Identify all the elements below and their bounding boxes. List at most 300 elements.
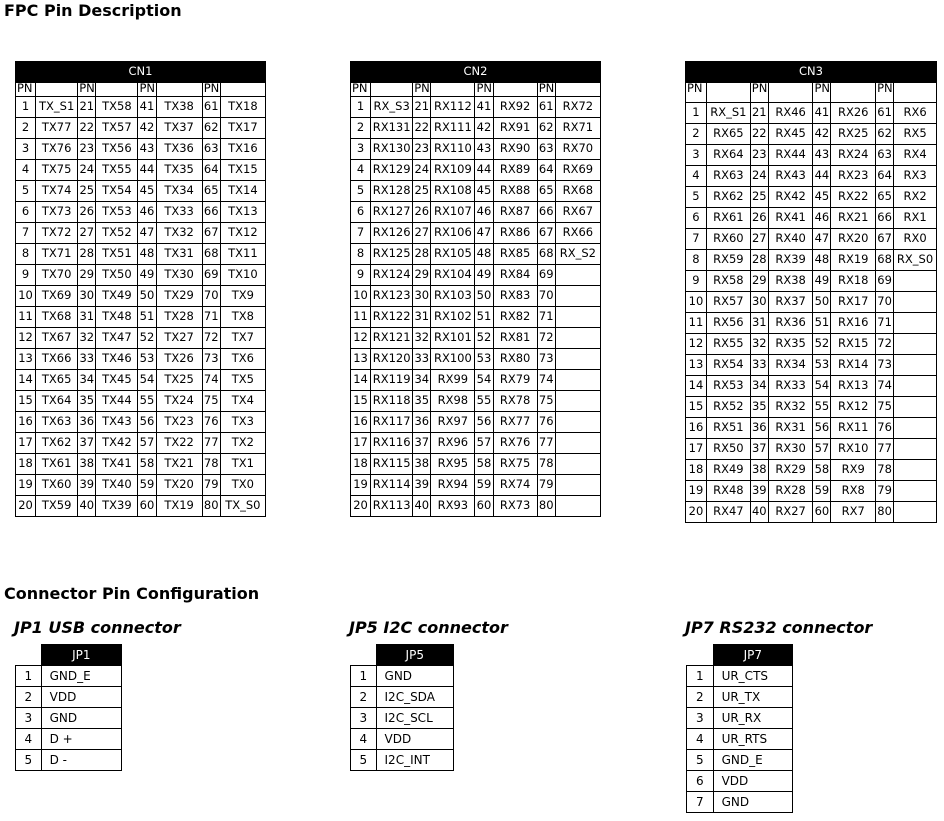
- table-row: [16, 749, 122, 770]
- pin-signal: RX11: [831, 418, 876, 439]
- pin-signal: TX55: [96, 160, 138, 181]
- pin-signal: RX128: [371, 181, 413, 202]
- pin-signal: RX96: [431, 433, 475, 454]
- pin-number: 20: [351, 496, 371, 517]
- pin-signal: TX13: [220, 202, 265, 223]
- pin-number: 62: [876, 124, 894, 145]
- pin-number: 78: [876, 460, 894, 481]
- pin-signal: RX126: [371, 223, 413, 244]
- pin-signal: [555, 475, 600, 496]
- pin-signal: RX94: [431, 475, 475, 496]
- pin-number: 4: [16, 160, 36, 181]
- pin-signal: TX48: [96, 307, 138, 328]
- pin-number: 67: [537, 223, 555, 244]
- table-row: [686, 397, 937, 418]
- pin-number: 16: [686, 418, 707, 439]
- cn1-table: [15, 61, 266, 517]
- pin-number: 44: [138, 160, 156, 181]
- pin-signal: RX10: [831, 439, 876, 460]
- pin-number: 63: [537, 139, 555, 160]
- pin-signal: [555, 412, 600, 433]
- pin-signal: TX50: [96, 265, 138, 286]
- table-row: [351, 370, 601, 391]
- table-row: [16, 265, 266, 286]
- pin-number: 2: [16, 118, 36, 139]
- pin-number: 43: [813, 145, 831, 166]
- pin-signal: RX81: [493, 328, 537, 349]
- table-row: [687, 770, 793, 791]
- pin-number: 64: [537, 160, 555, 181]
- pin-signal: TX9: [220, 286, 265, 307]
- pin-number: 8: [686, 250, 707, 271]
- table-row: [351, 496, 601, 517]
- pin-signal: RX5: [894, 124, 937, 145]
- pin-number: 33: [750, 355, 768, 376]
- pin-signal: TX49: [96, 286, 138, 307]
- pin-number: 62: [537, 118, 555, 139]
- pin-signal: RX22: [831, 187, 876, 208]
- pin-number: 58: [475, 454, 493, 475]
- pin-number: 2: [16, 686, 42, 707]
- pin-signal: TX3: [220, 412, 265, 433]
- pin-number: 14: [16, 370, 36, 391]
- pin-signal: RX121: [371, 328, 413, 349]
- table-row: [351, 265, 601, 286]
- pin-number: 49: [138, 265, 156, 286]
- pin-signal: TX44: [96, 391, 138, 412]
- pin-signal: [555, 391, 600, 412]
- pin-number: 69: [202, 265, 220, 286]
- pin-number: 32: [750, 334, 768, 355]
- pin-signal: RX105: [431, 244, 475, 265]
- pin-signal: RX63: [706, 166, 750, 187]
- pin-number: 17: [16, 433, 36, 454]
- table-row: [16, 97, 266, 118]
- pin-number: 67: [876, 229, 894, 250]
- jp5-title-blank: [351, 645, 377, 666]
- pin-signal: RX8: [831, 481, 876, 502]
- pin-number: 6: [686, 208, 707, 229]
- pin-signal: RX97: [431, 412, 475, 433]
- pin-number: 1: [687, 665, 714, 686]
- pin-number: 44: [813, 166, 831, 187]
- pin-signal: TX8: [220, 307, 265, 328]
- pin-number: 38: [413, 454, 431, 475]
- pin-number: 52: [475, 328, 493, 349]
- pin-number: 54: [475, 370, 493, 391]
- pin-number: 25: [78, 181, 96, 202]
- pin-signal: TX30: [156, 265, 202, 286]
- pin-number: 3: [686, 145, 707, 166]
- jp7-title-blank: [687, 645, 714, 666]
- pin-number: 63: [876, 145, 894, 166]
- pin-number: 2: [351, 118, 371, 139]
- pin-signal: RX52: [706, 397, 750, 418]
- jp5-heading: JP5 I2C connector: [349, 618, 508, 637]
- pin-number: 46: [813, 208, 831, 229]
- pin-signal: [894, 460, 937, 481]
- pin-signal: [555, 370, 600, 391]
- pin-number: 52: [813, 334, 831, 355]
- pin-number: 46: [475, 202, 493, 223]
- pin-signal: RX55: [706, 334, 750, 355]
- pin-signal: RX110: [431, 139, 475, 160]
- pin-signal: TX59: [36, 496, 78, 517]
- pin-signal: RX119: [371, 370, 413, 391]
- pin-signal: RX118: [371, 391, 413, 412]
- pin-number: 22: [413, 118, 431, 139]
- pin-signal: TX57: [96, 118, 138, 139]
- pin-number: 79: [876, 481, 894, 502]
- pin-signal: RX125: [371, 244, 413, 265]
- pin-signal: TX34: [156, 181, 202, 202]
- pin-number: 29: [750, 271, 768, 292]
- pin-number: 50: [475, 286, 493, 307]
- pin-number: 19: [16, 475, 36, 496]
- pin-signal: TX5: [220, 370, 265, 391]
- pin-number: 77: [202, 433, 220, 454]
- table-row: [686, 292, 937, 313]
- table-row: [351, 433, 601, 454]
- pin-signal: [555, 286, 600, 307]
- pin-signal: TX51: [96, 244, 138, 265]
- pin-signal: RX28: [768, 481, 813, 502]
- table-row: [686, 250, 937, 271]
- pn-header: PN: [876, 83, 894, 103]
- pin-signal: RX2: [894, 187, 937, 208]
- pin-number: 60: [138, 496, 156, 517]
- pin-signal: TX62: [36, 433, 78, 454]
- pin-number: 66: [537, 202, 555, 223]
- pin-signal: RX33: [768, 376, 813, 397]
- pin-number: 80: [202, 496, 220, 517]
- pin-signal: [894, 502, 937, 523]
- pin-number: 25: [750, 187, 768, 208]
- pin-number: 3: [16, 707, 42, 728]
- pin-number: 45: [138, 181, 156, 202]
- pin-signal: RX84: [493, 265, 537, 286]
- table-row: [351, 412, 601, 433]
- pin-signal: RX43: [768, 166, 813, 187]
- pin-signal: TX22: [156, 433, 202, 454]
- pin-number: 35: [750, 397, 768, 418]
- pin-signal: TX54: [96, 181, 138, 202]
- pin-signal: RX117: [371, 412, 413, 433]
- pin-number: 1: [351, 665, 377, 686]
- pin-number: 31: [750, 313, 768, 334]
- pin-number: 15: [351, 391, 371, 412]
- jp7-title: JP7: [713, 645, 792, 666]
- pin-signal: [894, 481, 937, 502]
- pin-signal: UR_CTS: [713, 665, 792, 686]
- pin-number: 33: [78, 349, 96, 370]
- pin-signal: RX19: [831, 250, 876, 271]
- pin-number: 72: [876, 334, 894, 355]
- pin-number: 59: [813, 481, 831, 502]
- pin-signal: RX20: [831, 229, 876, 250]
- table-row: [351, 307, 601, 328]
- pin-signal: TX63: [36, 412, 78, 433]
- pin-number: 40: [413, 496, 431, 517]
- pin-signal: RX98: [431, 391, 475, 412]
- pin-signal: RX79: [493, 370, 537, 391]
- table-row: [16, 202, 266, 223]
- pin-number: 10: [351, 286, 371, 307]
- pin-number: 26: [78, 202, 96, 223]
- pin-signal: RX116: [371, 433, 413, 454]
- table-row: [686, 145, 937, 166]
- pin-signal: TX20: [156, 475, 202, 496]
- pin-signal: RX50: [706, 439, 750, 460]
- pin-signal: RX18: [831, 271, 876, 292]
- pin-number: 57: [138, 433, 156, 454]
- pin-number: 18: [16, 454, 36, 475]
- pin-signal: RX78: [493, 391, 537, 412]
- pin-signal: RX0: [894, 229, 937, 250]
- pin-number: 34: [750, 376, 768, 397]
- pin-number: 23: [413, 139, 431, 160]
- pin-signal: RX_S3: [371, 97, 413, 118]
- pin-signal: [894, 439, 937, 460]
- table-row: [686, 313, 937, 334]
- pn-header: PN: [686, 83, 707, 103]
- table-row: [16, 349, 266, 370]
- pin-signal: TX52: [96, 223, 138, 244]
- pin-signal: TX16: [220, 139, 265, 160]
- pin-signal: TX14: [220, 181, 265, 202]
- pin-number: 58: [138, 454, 156, 475]
- pin-signal: RX111: [431, 118, 475, 139]
- pin-number: 80: [876, 502, 894, 523]
- table-row: [16, 391, 266, 412]
- pin-signal: RX77: [493, 412, 537, 433]
- pin-signal: RX107: [431, 202, 475, 223]
- pin-signal: TX42: [96, 433, 138, 454]
- pin-signal: TX53: [96, 202, 138, 223]
- pin-number: 47: [475, 223, 493, 244]
- pin-signal: RX51: [706, 418, 750, 439]
- pin-signal: RX74: [493, 475, 537, 496]
- pin-signal: RX49: [706, 460, 750, 481]
- table-row: [16, 728, 122, 749]
- pin-number: 39: [750, 481, 768, 502]
- pin-number: 79: [202, 475, 220, 496]
- table-row: [686, 103, 937, 124]
- pin-number: 12: [16, 328, 36, 349]
- pin-signal: RX14: [831, 355, 876, 376]
- pin-signal: TX0: [220, 475, 265, 496]
- pin-signal: TX46: [96, 349, 138, 370]
- pin-number: 69: [537, 265, 555, 286]
- pin-signal: UR_TX: [713, 686, 792, 707]
- pin-signal: RX45: [768, 124, 813, 145]
- cn2-title: CN2: [351, 62, 601, 83]
- pin-signal: TX10: [220, 265, 265, 286]
- pin-number: 19: [351, 475, 371, 496]
- pin-number: 27: [78, 223, 96, 244]
- pin-signal: RX1: [894, 208, 937, 229]
- pin-signal: RX93: [431, 496, 475, 517]
- signal-header: [768, 83, 813, 103]
- table-row: [686, 229, 937, 250]
- pin-signal: [894, 271, 937, 292]
- pin-number: 47: [138, 223, 156, 244]
- pin-number: 71: [202, 307, 220, 328]
- pin-number: 43: [475, 139, 493, 160]
- pin-signal: TX37: [156, 118, 202, 139]
- pin-signal: TX72: [36, 223, 78, 244]
- table-row: [686, 334, 937, 355]
- pin-number: 78: [537, 454, 555, 475]
- pin-signal: RX54: [706, 355, 750, 376]
- table-row: [16, 244, 266, 265]
- pin-number: 2: [351, 686, 377, 707]
- pin-number: 30: [750, 292, 768, 313]
- pin-number: 53: [475, 349, 493, 370]
- pin-number: 3: [687, 707, 714, 728]
- pin-number: 24: [750, 166, 768, 187]
- table-row: [16, 665, 122, 686]
- pin-number: 55: [138, 391, 156, 412]
- table-row: [16, 223, 266, 244]
- pin-signal: TX68: [36, 307, 78, 328]
- signal-header: [706, 83, 750, 103]
- pin-signal: RX37: [768, 292, 813, 313]
- pin-number: 8: [16, 244, 36, 265]
- pin-number: 2: [686, 124, 707, 145]
- pin-number: 24: [413, 160, 431, 181]
- pin-number: 11: [351, 307, 371, 328]
- pin-signal: RX123: [371, 286, 413, 307]
- pin-number: 6: [687, 770, 714, 791]
- pin-number: 4: [686, 166, 707, 187]
- pin-signal: RX_S1: [706, 103, 750, 124]
- pin-number: 5: [686, 187, 707, 208]
- pin-number: 40: [78, 496, 96, 517]
- pin-number: 65: [876, 187, 894, 208]
- pin-number: 68: [537, 244, 555, 265]
- pin-number: 70: [537, 286, 555, 307]
- pin-number: 61: [876, 103, 894, 124]
- pin-signal: TX60: [36, 475, 78, 496]
- pin-signal: RX39: [768, 250, 813, 271]
- pin-signal: RX_S0: [894, 250, 937, 271]
- pin-number: 17: [686, 439, 707, 460]
- pin-number: 77: [876, 439, 894, 460]
- pin-number: 22: [750, 124, 768, 145]
- pin-signal: [555, 328, 600, 349]
- pin-number: 69: [876, 271, 894, 292]
- pin-number: 29: [78, 265, 96, 286]
- pin-number: 20: [686, 502, 707, 523]
- pin-number: 57: [813, 439, 831, 460]
- pin-signal: RX115: [371, 454, 413, 475]
- pin-signal: TX12: [220, 223, 265, 244]
- pin-number: 6: [351, 202, 371, 223]
- pin-number: 18: [686, 460, 707, 481]
- pin-number: 28: [750, 250, 768, 271]
- pin-signal: GND_E: [41, 665, 121, 686]
- pin-signal: TX17: [220, 118, 265, 139]
- pin-signal: TX39: [96, 496, 138, 517]
- pin-number: 41: [813, 103, 831, 124]
- pin-number: 7: [687, 791, 714, 812]
- pin-number: 78: [202, 454, 220, 475]
- pin-signal: TX_S1: [36, 97, 78, 118]
- pin-signal: RX13: [831, 376, 876, 397]
- pin-signal: RX76: [493, 433, 537, 454]
- pin-signal: RX12: [831, 397, 876, 418]
- pn-header: PN: [203, 81, 220, 95]
- pin-number: 36: [413, 412, 431, 433]
- pin-number: 55: [475, 391, 493, 412]
- pin-number: 47: [813, 229, 831, 250]
- pin-signal: RX127: [371, 202, 413, 223]
- pin-number: 7: [351, 223, 371, 244]
- pin-number: 15: [16, 391, 36, 412]
- table-row: [16, 328, 266, 349]
- pin-signal: RX53: [706, 376, 750, 397]
- pin-number: 28: [78, 244, 96, 265]
- pin-signal: RX71: [555, 118, 600, 139]
- pin-signal: RX29: [768, 460, 813, 481]
- pin-number: 79: [537, 475, 555, 496]
- pin-signal: RX_S2: [555, 244, 600, 265]
- pin-number: 31: [78, 307, 96, 328]
- pin-number: 17: [351, 433, 371, 454]
- pin-number: 9: [686, 271, 707, 292]
- pin-signal: TX21: [156, 454, 202, 475]
- pin-number: 9: [16, 265, 36, 286]
- pin-signal: TX69: [36, 286, 78, 307]
- pin-signal: TX1: [220, 454, 265, 475]
- pin-number: 76: [202, 412, 220, 433]
- pin-number: 14: [686, 376, 707, 397]
- pin-signal: TX35: [156, 160, 202, 181]
- pin-signal: [894, 334, 937, 355]
- pin-number: 49: [813, 271, 831, 292]
- pin-signal: RX34: [768, 355, 813, 376]
- pin-signal: RX9: [831, 460, 876, 481]
- pin-signal: TX19: [156, 496, 202, 517]
- pin-signal: TX43: [96, 412, 138, 433]
- pin-number: 52: [138, 328, 156, 349]
- table-row: [351, 97, 601, 118]
- pin-signal: TX23: [156, 412, 202, 433]
- pin-number: 62: [202, 118, 220, 139]
- table-row: [16, 433, 266, 454]
- pin-number: 49: [475, 265, 493, 286]
- pin-number: 25: [413, 181, 431, 202]
- pin-signal: RX30: [768, 439, 813, 460]
- pin-number: 51: [475, 307, 493, 328]
- pin-number: 20: [16, 496, 36, 517]
- pin-number: 24: [78, 160, 96, 181]
- pin-signal: RX7: [831, 502, 876, 523]
- pin-number: 74: [537, 370, 555, 391]
- pin-signal: RX122: [371, 307, 413, 328]
- pin-number: 23: [78, 139, 96, 160]
- pin-signal: RX66: [555, 223, 600, 244]
- pin-number: 61: [537, 97, 555, 118]
- pin-signal: RX58: [706, 271, 750, 292]
- pin-number: 66: [202, 202, 220, 223]
- pin-number: 27: [750, 229, 768, 250]
- pin-signal: UR_RX: [713, 707, 792, 728]
- pin-number: 35: [78, 391, 96, 412]
- pin-number: 57: [475, 433, 493, 454]
- cn2-table: [350, 61, 601, 517]
